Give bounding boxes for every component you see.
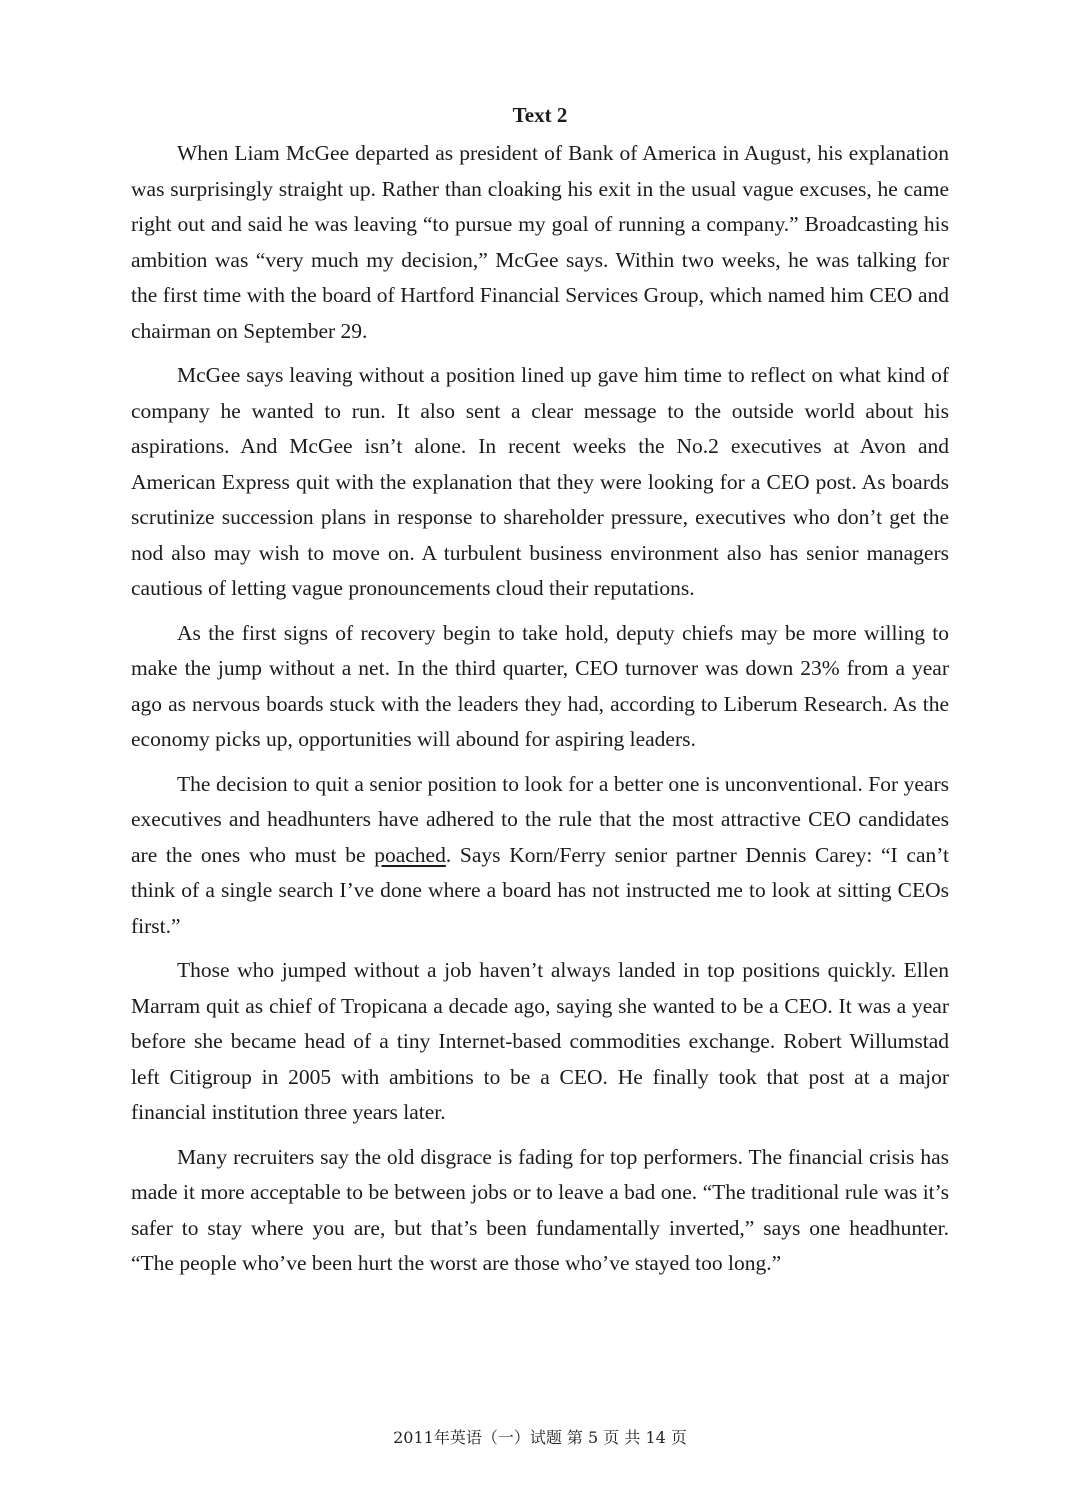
- paragraph-2: McGee says leaving without a position lined up gave him time to reflect on what kind of company he wanted to run. It also sent a clear message to the outside world about his aspirations. And McGee isn’t alone. In recent weeks the No.2 executives at Avon and American Express quit with the explanation that they were looking for a CEO post. As boards scrutinize succession plans in response to shareholder pressure, executives who don’t get the nod also may wish to move on. A turbulent business environment also has senior managers cautious of letting vague pronouncements cloud their reputations.: [131, 363, 949, 600]
- paragraph-4: [131, 767, 949, 945]
- paragraph-1: When Liam McGee departed as president of Bank of America in August, his explanation was surprisingly straight up. Rather than cloaking his exit in the usual vague excuses, he came right out and said he was leaving “to pursue my goal of running a company.” Broadcasting his ambition was “very much my decision,” McGee says. Within two weeks, he was talking for the first time with the board of Hartford Financial Services Group, which named him CEO and chairman on September 29.: [131, 141, 949, 343]
- passage-title: Text 2: [512, 103, 568, 127]
- page-footer: 2011年英语（一）试题 第 5 页 共 14 页: [393, 1428, 687, 1447]
- paragraph-4-after: . Says Korn/Ferry senior partner Dennis Carey: “I can’t think of a single search I’ve done where a board has not instructed me to look at sitting CEOs first.”: [131, 842, 949, 938]
- underlined-word-poached: poached: [374, 842, 446, 867]
- exam-page: [131, 100, 949, 1291]
- paragraph-6: Many recruiters say the old disgrace is fading for top performers. The financial crisis has made it more acceptable to be between jobs or to leave a bad one. “The traditional rule was it’s safer to stay where you are, but that’s been fundamentally inverted,” says one headhunter. “The people who’ve been hurt the worst are those who’ve stayed too long.”: [131, 1144, 949, 1275]
- paragraph-5: Those who jumped without a job haven’t always landed in top positions quickly. Ellen Marram quit as chief of Tropicana a decade ago, saying she wanted to be a CEO. It was a year before she became head of a tiny Internet-based commodities exchange. Robert Willumstad left Citigroup in 2005 with ambitions to be a CEO. He finally took that post at a major financial institution three years later.: [131, 958, 949, 1124]
- paragraph-3: As the first signs of recovery begin to take hold, deputy chiefs may be more willing to make the jump without a net. In the third quarter, CEO turnover was down 23% from a year ago as nervous boards stuck with the leaders they had, according to Liberum Research. As the economy picks up, opportunities will abound for aspiring leaders.: [131, 620, 949, 751]
- paragraph-4-before: The decision to quit a senior position to look for a better one is unconventional. For years executives and headhunters have adhered to the rule that the most attractive CEO candidates are the ones who must be: [131, 771, 949, 867]
